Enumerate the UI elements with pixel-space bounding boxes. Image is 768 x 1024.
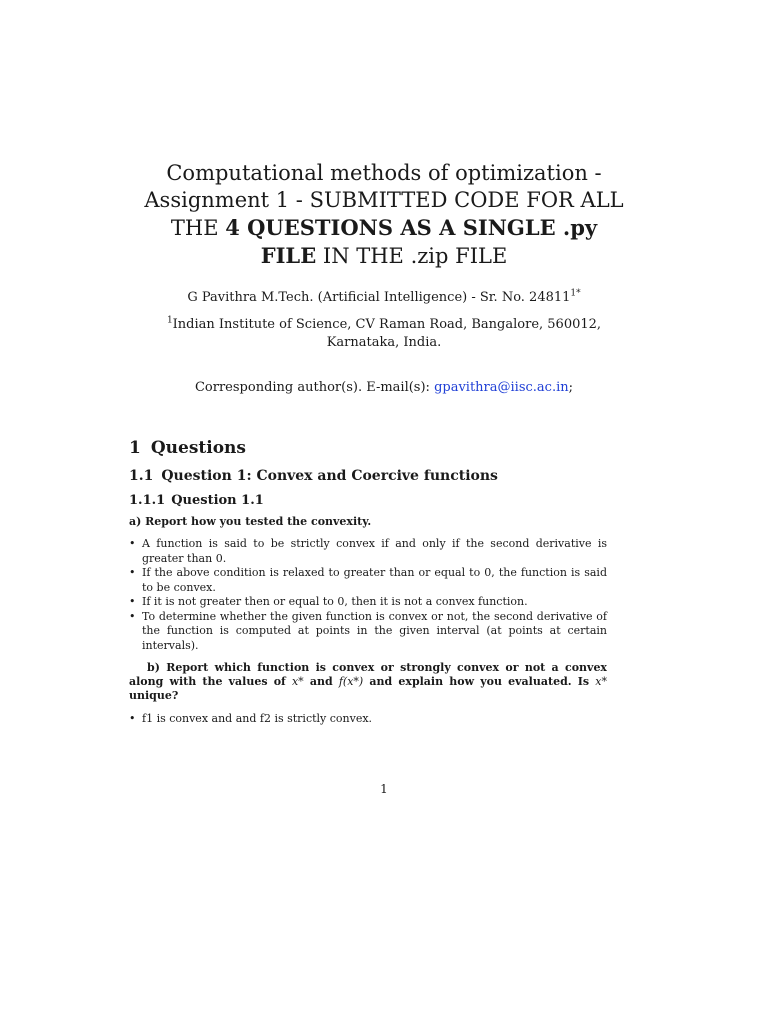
bullet-list-a [129, 537, 607, 653]
affiliation-text: Indian Institute of Science, CV Raman Road, Bangalore, 560012, Karnataka, India. [172, 317, 602, 350]
title-line-3-plain: THE [170, 216, 226, 240]
list-item-text: A function is said to be strictly convex if and only if the second derivative is greater than 0. [142, 537, 607, 565]
author-name: G Pavithra M.Tech. (Artificial Intelligence) - Sr. No. 24811 [187, 290, 571, 305]
subsection-title: Question 1: Convex and Coercive functions [161, 468, 498, 484]
corresponding-suffix: ; [568, 380, 574, 395]
question-b-text-3: and explain how you evaluated. Is [363, 675, 596, 688]
subsubsection-heading [129, 492, 264, 509]
bullet-icon: • [129, 712, 136, 725]
title-line-4-bold: FILE [260, 243, 317, 268]
author-line [0, 289, 768, 307]
math-fxstar: f(x*) [338, 675, 364, 688]
list-item [129, 610, 607, 654]
section-title: Questions [150, 438, 246, 458]
paper-title [0, 160, 768, 270]
title-line-4-plain: IN THE .zip FILE [316, 244, 508, 268]
subsubsection-number: 1.1.1 [129, 493, 166, 508]
section-heading [129, 437, 246, 459]
list-item-text: If it is not greater then or equal to 0, then it is not a convex function. [142, 595, 528, 608]
affiliation [150, 316, 618, 352]
corresponding-author [0, 379, 768, 397]
list-item [129, 566, 607, 595]
page-number: 1 [380, 782, 388, 796]
math-xstar: x* [595, 675, 607, 688]
list-item-text: To determine whether the given function is convex or not, the second derivative of the function is computed at points in the given interval (at points at certain intervals). [142, 609, 607, 652]
question-a: a) Report how you tested the convexity. [129, 515, 372, 528]
affiliation-sup: 1 [166, 315, 173, 326]
list-item-text: If the above condition is relaxed to greater than or equal to 0, the function is said to be convex. [142, 566, 607, 594]
bullet-icon: • [129, 537, 136, 550]
list-item [129, 712, 607, 727]
title-line-1: Computational methods of optimization - [166, 161, 602, 185]
list-item-text: f1 is convex and and f2 is strictly convex. [142, 712, 373, 725]
list-item [129, 537, 607, 566]
subsection-heading [129, 467, 498, 485]
question-b-text-2: and [303, 675, 339, 688]
email-link[interactable]: gpavithra@iisc.ac.in [434, 380, 569, 395]
bullet-icon: • [129, 609, 136, 623]
title-line-4 [0, 242, 768, 270]
math-xstar: x* [291, 675, 304, 688]
question-b [129, 661, 607, 703]
title-line-3-bold: 4 QUESTIONS AS A SINGLE .py [225, 215, 598, 240]
bullet-list-b [129, 712, 607, 727]
subsubsection-title: Question 1.1 [171, 493, 264, 508]
title-line-3 [0, 214, 768, 242]
list-item [129, 595, 607, 610]
title-line-2: Assignment 1 - SUBMITTED CODE FOR ALL [144, 188, 624, 212]
bullet-icon: • [129, 566, 136, 579]
corresponding-label: Corresponding author(s). E-mail(s): [194, 380, 435, 395]
question-b-text-1: b) Report which function is convex or strongly convex or not a convex along with the values of [129, 661, 607, 688]
subsection-number: 1.1 [129, 468, 154, 484]
bullet-icon: • [129, 595, 136, 608]
section-number: 1 [129, 438, 141, 458]
author-sup: 1* [570, 288, 581, 299]
question-b-text-4: unique? [129, 689, 179, 702]
